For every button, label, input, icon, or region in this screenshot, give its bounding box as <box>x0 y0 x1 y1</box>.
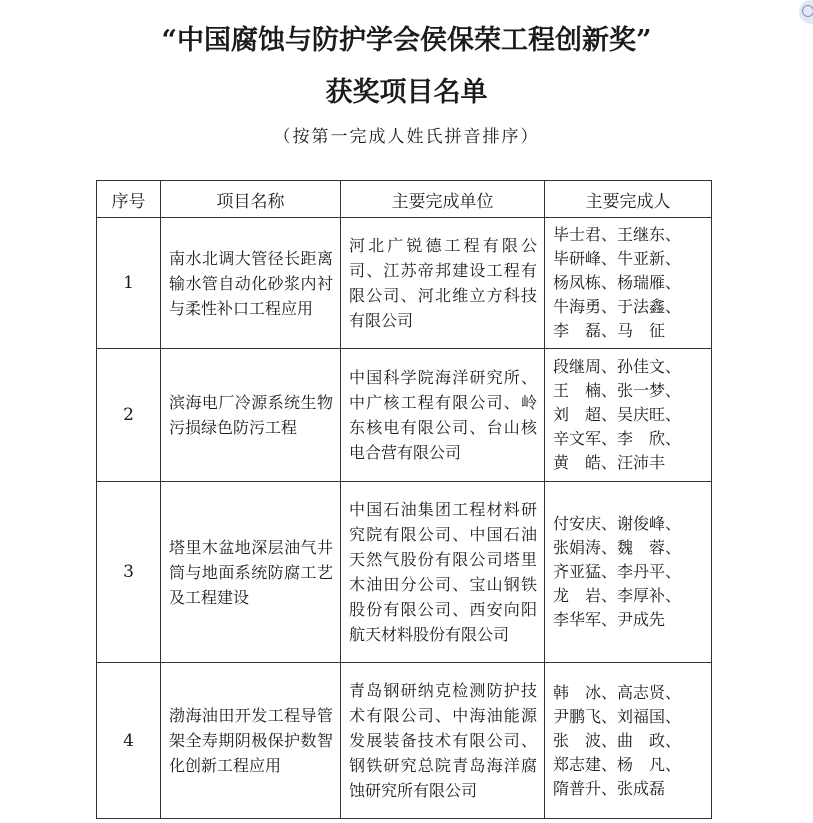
project-name: 塔里木盆地深层油气井筒与地面系统防腐工艺及工程建设 <box>169 537 333 607</box>
document-title-second-line: 获奖项目名单 <box>325 77 488 108</box>
people-line: 张 波、曲 政、 <box>553 730 682 750</box>
people-line: 韩 冰、高志贤、 <box>553 682 682 702</box>
header-no: 序号 <box>97 181 161 218</box>
circle-icon <box>802 5 813 17</box>
completion-unit: 中国科学院海洋研究所、中广核工程有限公司、岭东核电有限公司、台山核电合营有限公司 <box>349 368 537 462</box>
project-name: 南水北调大管径长距离输水管自动化砂浆内衬与柔性补口工程应用 <box>169 248 333 318</box>
project-name-cell <box>161 218 341 349</box>
document-subtitle: （按第一完成人姓氏拼音排序） <box>273 127 540 147</box>
unit-cell <box>341 482 545 663</box>
project-name-cell <box>161 663 341 819</box>
project-name: 渤海油田开发工程导管架全寿期阴极保护数智化创新工程应用 <box>169 706 333 775</box>
people-cell <box>545 218 712 349</box>
table-row <box>97 218 712 349</box>
document-title: “中国腐蚀与防护学会侯保荣工程创新奖” <box>161 25 652 56</box>
header-project-name: 项目名称 <box>161 181 341 218</box>
people-line: 付安庆、谢俊峰、 <box>553 514 682 533</box>
people-cell <box>545 349 712 482</box>
unit-cell <box>341 218 545 349</box>
people-line: 郑志建、杨 凡、 <box>553 754 682 774</box>
people-cell <box>545 663 712 819</box>
people-line: 刘 超、吴庆旺、 <box>553 405 682 424</box>
table-header-row <box>97 181 712 218</box>
people-line: 段继周、孙佳文、 <box>553 357 682 376</box>
people-line: 张娟涛、魏 蓉、 <box>553 538 682 557</box>
project-name-cell <box>161 482 341 663</box>
completion-unit: 中国石油集团工程材料研究院有限公司、中国石油天然气股份有限公司塔里木油田分公司、宝山钢铁股份有限公司、西安向阳航天材料股份有限公司 <box>349 500 537 644</box>
table-row <box>97 482 712 663</box>
row-number: 4 <box>97 663 161 819</box>
people-line: 黄 皓、汪沛丰 <box>553 453 666 472</box>
people-line: 隋普升、张成磊 <box>553 778 666 798</box>
corner-widget[interactable] <box>799 0 813 24</box>
project-name-cell <box>161 349 341 482</box>
header-unit: 主要完成单位 <box>341 181 545 218</box>
project-name: 滨海电厂冷源系统生物污损绿色防污工程 <box>169 393 333 437</box>
table-row <box>97 663 712 819</box>
row-number: 2 <box>97 349 161 482</box>
people-line: 毕研峰、牛亚新、 <box>553 249 682 268</box>
completion-unit: 青岛钢研纳克检测防护技术有限公司、中海油能源发展装备技术有限公司、钢铁研究总院青岛海洋腐蚀研究所有限公司 <box>349 681 537 800</box>
unit-cell <box>341 349 545 482</box>
row-number: 1 <box>97 218 161 349</box>
people-line: 李华军、尹成先 <box>553 610 666 629</box>
people-line: 齐亚猛、李丹平、 <box>553 562 682 581</box>
unit-cell <box>341 663 545 819</box>
people-line: 王 楠、张一梦、 <box>553 381 682 400</box>
people-line: 杨凤栋、杨瑞雁、 <box>553 273 682 292</box>
header-people: 主要完成人 <box>545 181 712 218</box>
people-line: 辛文军、李 欣、 <box>553 429 682 448</box>
people-line: 龙 岩、李厚补、 <box>553 586 682 605</box>
row-number: 3 <box>97 482 161 663</box>
people-line: 李 磊、马 征 <box>553 321 666 340</box>
award-table <box>96 180 712 819</box>
completion-unit: 河北广锐德工程有限公司、江苏帝邦建设工程有限公司、河北维立方科技有限公司 <box>349 236 537 330</box>
people-cell <box>545 482 712 663</box>
people-line: 尹鹏飞、刘福国、 <box>553 706 682 726</box>
table-row <box>97 349 712 482</box>
people-line: 毕士君、王继东、 <box>553 225 682 244</box>
people-line: 牛海勇、于法鑫、 <box>553 297 682 316</box>
